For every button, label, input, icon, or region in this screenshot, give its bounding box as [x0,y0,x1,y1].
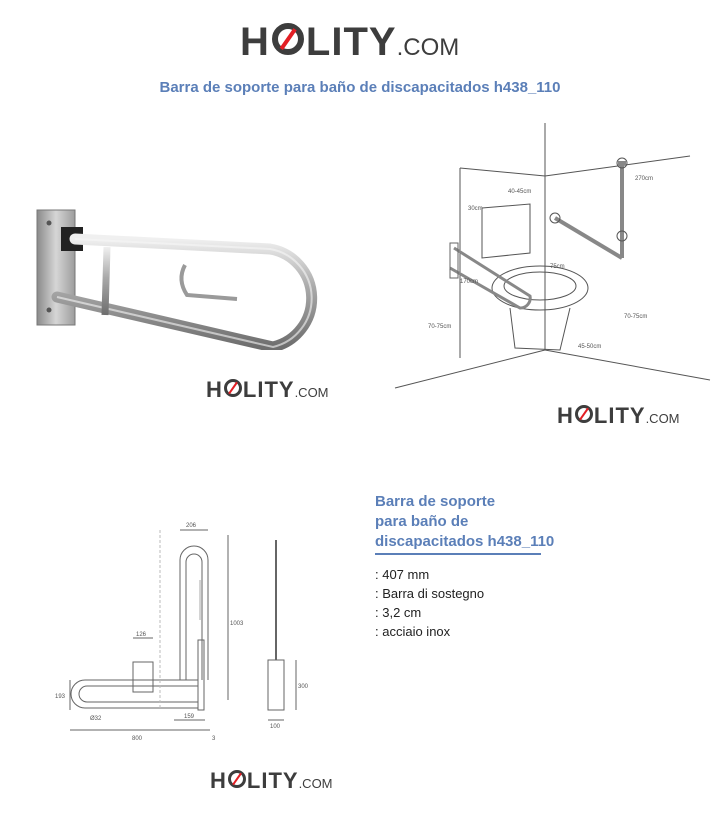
dim-label: 126 [136,632,147,638]
dim-label: 159 [184,714,195,720]
page-title: Barra de soporte para baño de discapacitados h438_110 [159,79,561,96]
dim-label: 100 [270,724,281,730]
brand-logo-technical [210,768,333,794]
spec-item: : 3,2 cm [375,605,422,620]
dim-label: 193 [55,694,66,700]
dim-label: 75cm [550,264,565,270]
brand-lity: LITY [242,377,295,402]
spec-title [375,492,605,552]
brand-logo-top [240,20,459,65]
brand-com: .COM [396,34,460,61]
brand-h: H [206,377,223,402]
brand-h: H [240,20,270,64]
dim-label: 45-50cm [578,344,602,350]
brand-h: H [210,768,227,793]
brand-logo-photo [206,377,329,403]
brand-com: .COM [298,776,333,791]
spec-title-line: Barra de soporte [375,493,496,510]
brand-lity: LITY [593,403,646,428]
brand-h: H [557,403,574,428]
dim-label: 3 [212,736,216,742]
dim-label: 1003 [230,621,244,627]
product-photo [25,205,335,350]
spec-item: : Barra di sostegno [375,586,485,601]
spec-list [375,565,484,641]
brand-com: .COM [294,385,329,400]
dim-label: 300 [298,684,309,690]
brand-lity: LITY [246,768,299,793]
dim-label: 40-45cm [508,189,532,195]
spec-title-line: discapacitados h438_110 [375,533,555,550]
dim-label: 800 [132,736,143,742]
spec-divider [375,553,541,555]
brand-o-icon [228,770,246,788]
dim-label: Ø32 [90,716,102,722]
brand-com: .COM [645,411,680,426]
technical-drawing [40,520,310,755]
dim-label: 206 [186,523,197,529]
brand-o-icon [575,405,593,423]
brand-logo-drawing [557,403,680,429]
brand-o-icon [224,379,242,397]
toilet-installation-drawing [390,118,715,393]
dim-label: 30cm [468,206,483,212]
spec-title-line: para baño de [375,513,469,530]
spec-item: : acciaio inox [375,624,451,639]
dim-label: 170cm [460,279,479,285]
brand-lity: LITY [305,20,397,64]
dim-label: 270cm [635,176,654,182]
dim-label: 70-75cm [624,314,648,320]
dim-label: 70-75cm [428,324,452,330]
spec-item: : 407 mm [375,567,430,582]
brand-o-icon [272,23,304,55]
